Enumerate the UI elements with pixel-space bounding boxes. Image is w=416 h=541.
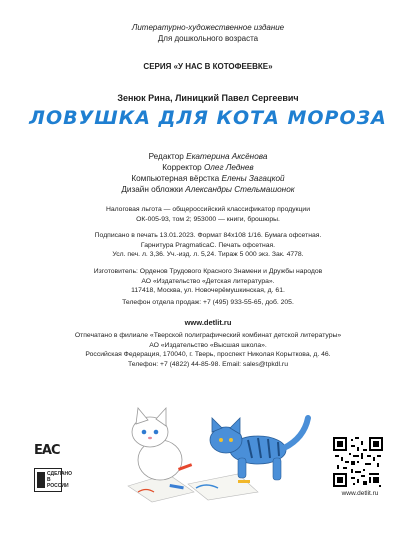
manufacturer-info: Изготовитель: Орденов Трудового Красного Знамени и Дружбы народов АО «Издательство «Детская литература». 117418, Москва, ул. Новочерёмушкинская, д. 61. <box>93 268 323 295</box>
age-group: Для дошкольного возраста <box>157 34 259 43</box>
print-info: Подписано в печать 13.01.2023. Формат 84х108 1/16. Бумага офсетная. Гарнитура PragmaticaC. Печать офсетная. Усл. печ. л. 3,36. Уч.-изд. л. 5,24. Тираж 5 000 экз. Зак. 4778. <box>94 232 322 259</box>
credit-layout: Компьютерная вёрстка Елены Загацкой <box>131 174 285 183</box>
qr-website: www.detlit.ru <box>341 490 379 497</box>
sales-phone: Телефон отдела продаж: +7 (495) 933-55-65, доб. 205. <box>122 299 294 306</box>
credit-cover-design: Дизайн обложки Александры Стельмашонок <box>121 185 295 194</box>
credits-block <box>0 151 416 195</box>
website-link[interactable]: www.detlit.ru <box>184 318 232 327</box>
tax-info: Налоговая льгота — общероссийский классификатор продукции ОК-005-93, том 2; 953000 — книги, брошюры. <box>105 206 311 223</box>
cats-illustration <box>108 388 318 503</box>
book-title: ЛОВУШКА ДЛЯ КОТА МОРОЗА <box>29 107 387 129</box>
qr-code[interactable] <box>333 437 383 487</box>
edition-type: Литературно-художественное издание <box>131 23 285 32</box>
credit-editor: Редактор Екатерина Аксёнова <box>148 152 268 161</box>
series-name: СЕРИЯ «У НАС В КОТОФЕЕВКЕ» <box>143 62 273 71</box>
credit-proofreader: Корректор Олег Леднев <box>162 163 254 172</box>
authors: Зенюк Рина, Линицкий Павел Сергеевич <box>117 93 299 103</box>
made-in-russia-logo: СДЕЛАНО В РОССИИ <box>34 468 62 492</box>
eac-mark: EAC <box>34 443 60 458</box>
flag-icon <box>37 472 45 488</box>
printing-house-info: Отпечатано в филиале «Тверской полиграфический комбинат детской литературы» АО «Издательство «Высшая школа». Российская Федерация, 170040, г. Тверь, проспект Николая Корыткова, д. 46. Телефон: +7 (4822) 44-85-98. Email: sales@tpkdl.ru <box>74 332 342 368</box>
